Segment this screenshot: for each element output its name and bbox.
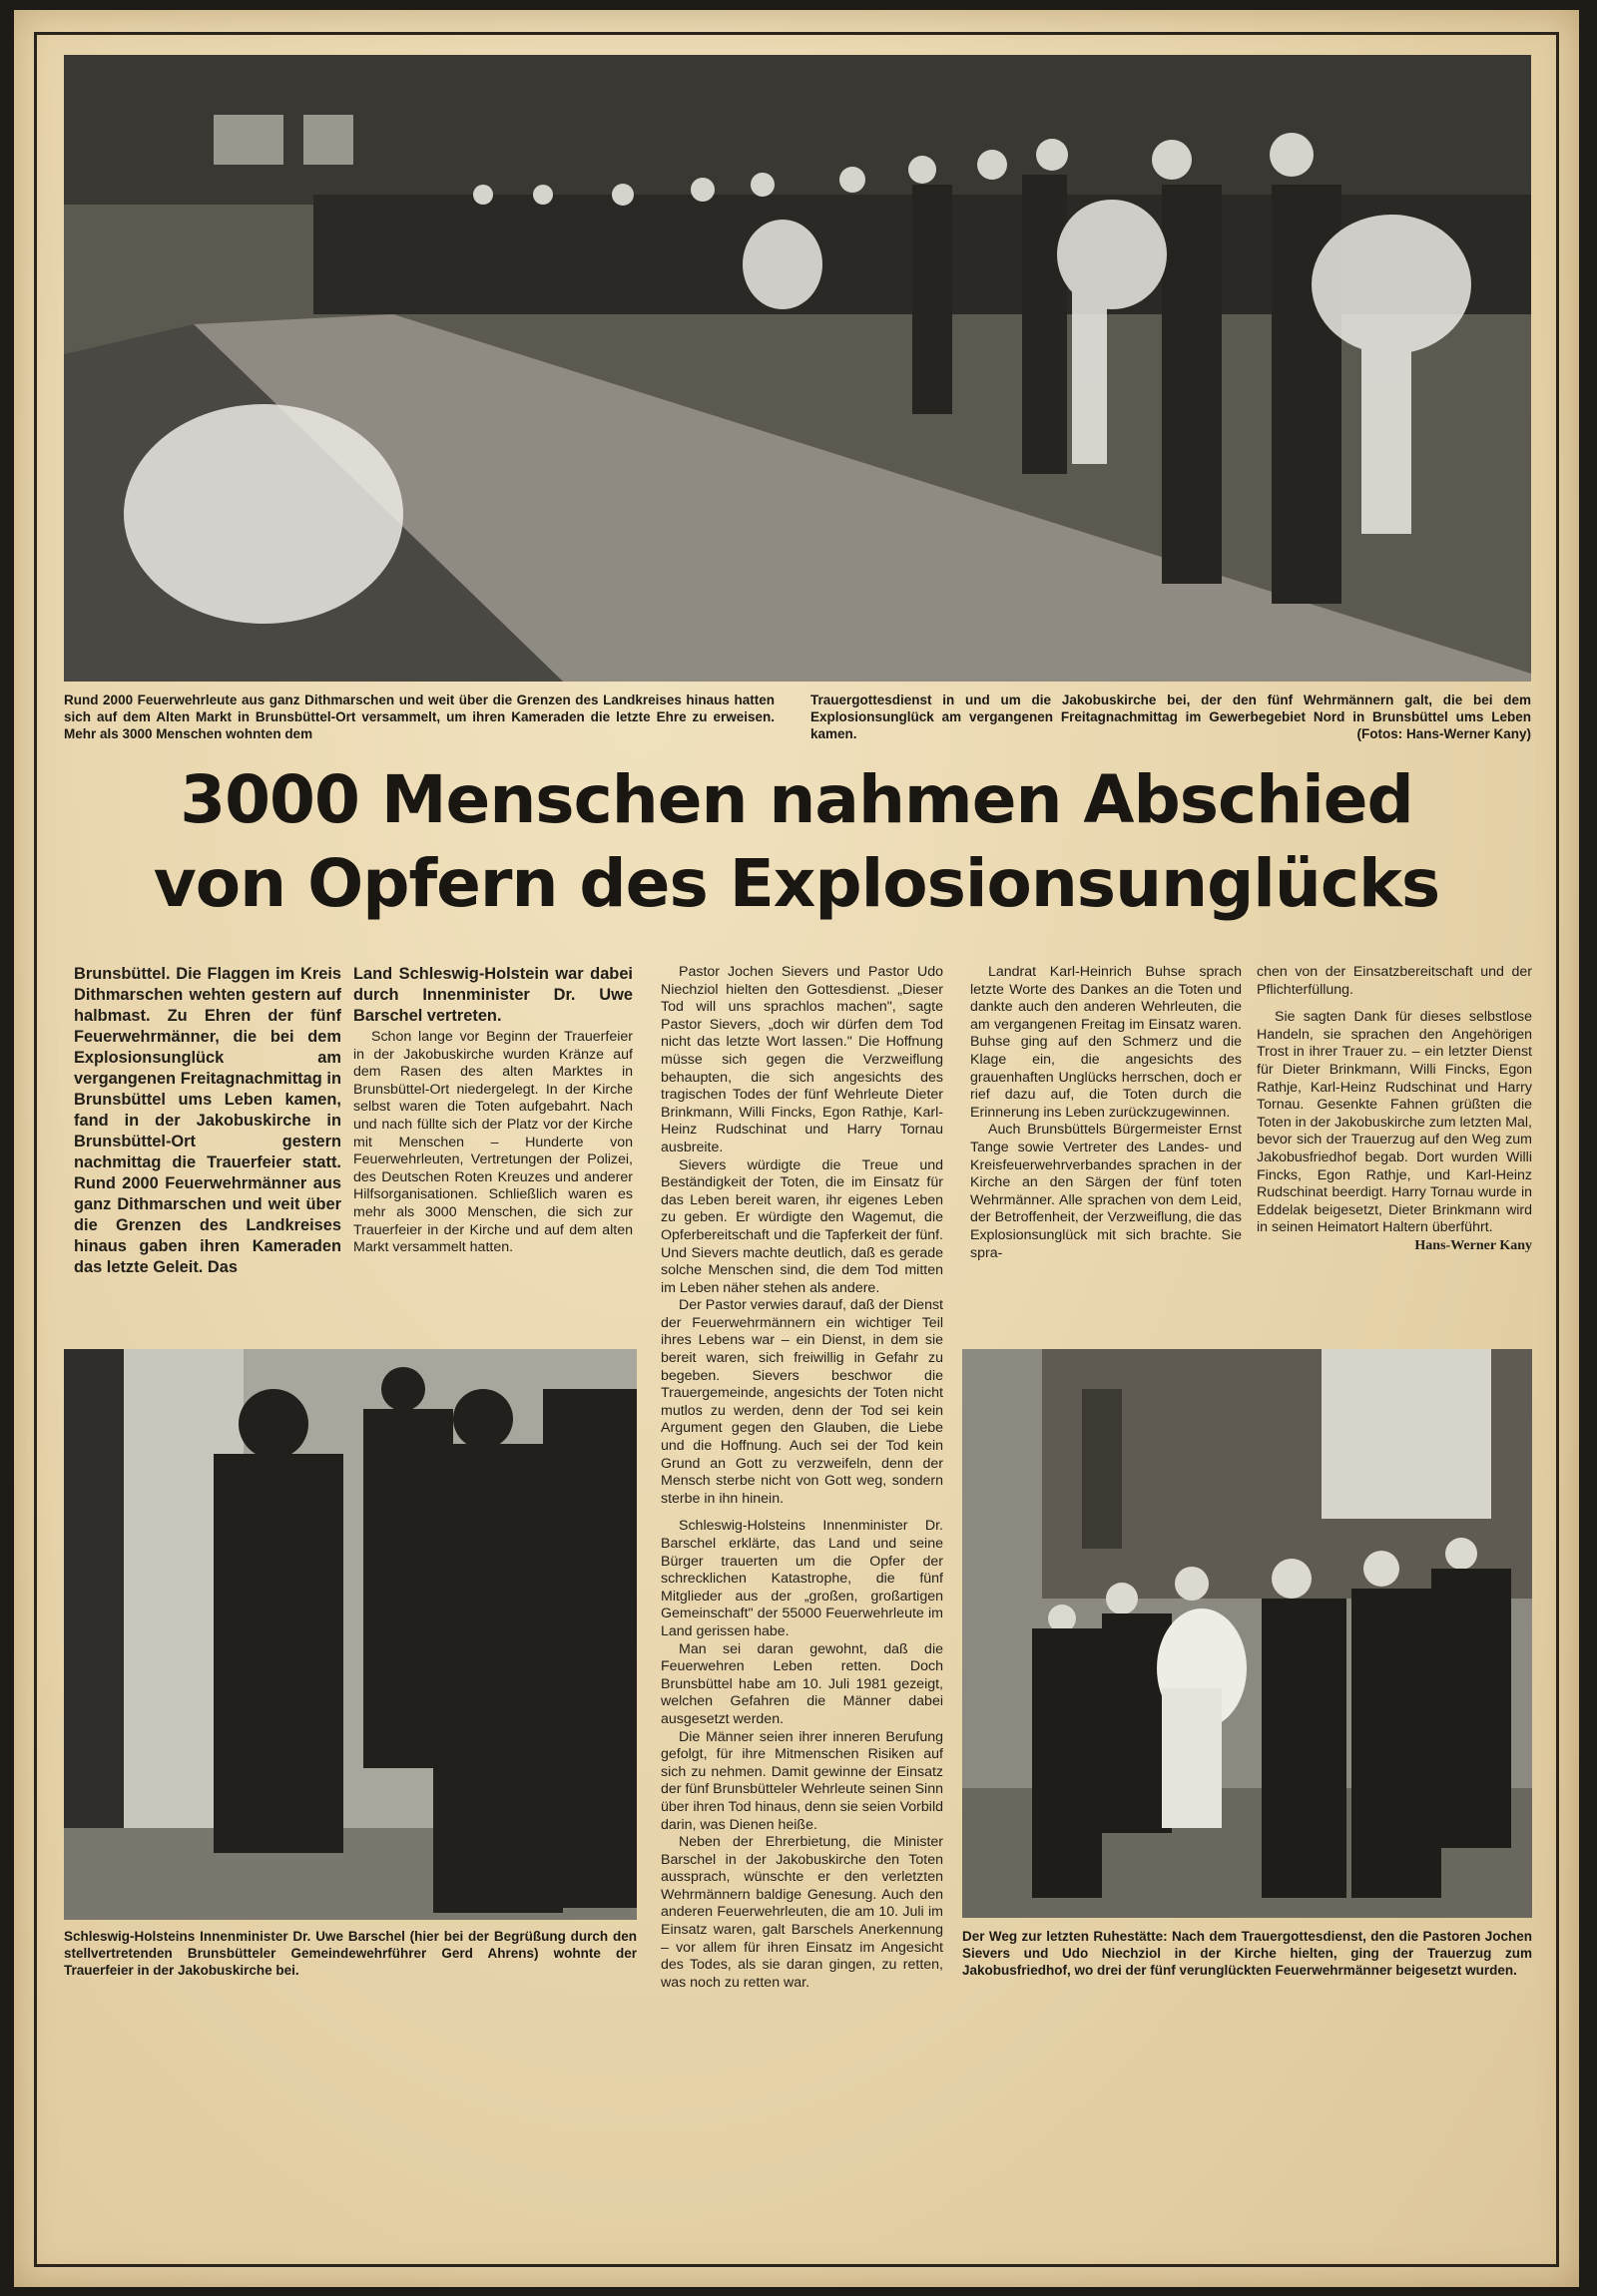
newspaper-page: [14, 10, 1579, 2287]
article-column-2: [353, 964, 633, 1257]
article-column-4: [970, 964, 1242, 1262]
article-paragraph: Auch Brunsbüttels Bürgermeister Ernst Tange sowie Vertreter des Landes- und Kreisfeuerwehrverbandes sprachen in der Kirche an den Särgen der fünf toten Wehrmänner. Alle sprachen von dem Leid, der Betroffenheit, der Verzweiflung, die das Explosionsunglück mit sich brachte. Sie spra-: [970, 1122, 1242, 1261]
headline-line-1: 3000 Menschen nahmen Abschied: [180, 761, 1413, 838]
bottom-rule: [34, 2264, 1559, 2267]
article-column-1: [74, 964, 341, 1278]
top-photo-caption-right: Trauergottesdienst in und um die Jakobuskirche bei, der den fünf Wehrmännern galt, die bei dem Explosionsunglück am vergangenen Freitagnachmittag im Gewerbegebiet Nord in Brunsbüttel ums Leben kamen.: [810, 692, 1531, 741]
right-rule: [1556, 32, 1559, 2267]
photo-credit: (Fotos: Hans-Werner Kany): [1356, 726, 1531, 741]
article-paragraph: Die Männer seien ihrer inneren Berufung gefolgt, für ihre Mitmenschen Risiken auf sich zu nehmen. Damit gewinne der Einsatz der fünf Brunsbütteler Wehrleute seinen Sinn über ihren Tod hinaus, denn sie seien Vorbild darin, was Dienen heiße.: [661, 1728, 943, 1833]
article-paragraph: Schleswig-Holsteins Innenminister Dr. Barschel erklärte, das Land und seine Bürger trauerten um die Opfer der schrecklichen Katastrophe, die fünf Mitglieder aus der „großen, großartigen Gemeinschaft" der 55000 Feuerwehrleute im Land gerissen habe.: [661, 1518, 943, 1639]
article-paragraph: chen von der Einsatzbereitschaft und der Pflichterfüllung.: [1257, 964, 1532, 998]
top-photo-caption-right-block: [810, 691, 1531, 742]
right-photo-caption: Der Weg zur letzten Ruhestätte: Nach dem Trauergottesdienst, den die Pastoren Jochen Sievers und Udo Niechziol in der Kirche hielten, ging der Trauerzug zum Jakobusfriedhof, wo drei der fünf verunglückten Feuerwehrmänner beigesetzt wurden.: [962, 1929, 1532, 1978]
article-paragraph: Landrat Karl-Heinrich Buhse sprach letzte Worte des Dankes an die Toten und dankte auch den anderen Wehrleuten, die am vergangenen Freitag im Einsatz waren. Buhse ging auf den Schmerz und die Klage ein, die angesichts des grauenhaften Unglücks herrschen, doch er rief dazu auf, die Toten durch die Erinnerung ins Leben zurückzugewinnen.: [970, 964, 1242, 1121]
headline-line-2: von Opfern des Explosionsunglücks: [153, 845, 1440, 922]
article-col2-lead: Land Schleswig-Holstein war dabei durch Innenminister Dr. Uwe Barschel vertreten.: [353, 965, 633, 1025]
top-rule: [34, 32, 1559, 35]
article-lead-paragraph: Brunsbüttel. Die Flaggen im Kreis Dithmarschen wehten gestern auf halbmast. Zu Ehren der fünf Feuerwehrmänner, die bei dem Explosionsunglück am vergangenen Freitagnachmittag in Brunsbüttel ums Leben kamen, fand in der Jakobuskirche in Brunsbüttel-Ort gestern nachmittag die Trauerfeier statt. Rund 2000 Feuerwehrmänner aus ganz Dithmarschen und weit über die Grenzen des Landkreises hinaus gaben ihren Kameraden das letzte Geleit. Das: [74, 965, 341, 1276]
top-photo-caption-left: Rund 2000 Feuerwehrleute aus ganz Dithmarschen und weit über die Grenzen des Landkreises hinaus hatten sich auf dem Alten Markt in Brunsbüttel-Ort versammelt, um ihren Kameraden die letzte Ehre zu erweisen. Mehr als 3000 Menschen wohnten dem: [64, 692, 775, 741]
article-paragraph: Pastor Jochen Sievers und Pastor Udo Niechziol hielten den Gottesdienst. „Dieser Tod will uns sprachlos machen", sagte Pastor Sievers, „doch wir dürfen dem Tod nicht das letzte Wort lassen." Die Hoffnung müsse sich gegen die Verzweiflung behaupten, die sich angesichts des tragischen Todes der fünf Wehrleute Dieter Brinkmann, Willi Fincks, Egon Rathje, Karl-Heinz Rudschinat und Harry Tornau ausbreite.: [661, 964, 943, 1155]
article-paragraph: Man sei daran gewohnt, daß die Feuerwehren Leben retten. Doch Brunsbüttel habe am 10. Juli 1981 gezeigt, welchen Gefahren die Männer dabei ausgesetzt werden.: [661, 1640, 943, 1727]
article-paragraph: Neben der Ehrerbietung, die Minister Barschel in der Jakobuskirche den Toten aussprach, wünschte er den verletzten Wehrmännern baldige Genesung. Auch den anderen Feuerwehrleuten, die am 10. Juli im Einsatz waren, galt Barschels Anerkennung – vor allem für ihren Einsatz im Angesicht des Todes, als sie daran gingen, zu retten, was noch zu retten war.: [661, 1834, 943, 1991]
article-paragraph: Der Pastor verwies darauf, daß der Dienst der Feuerwehrmännern ein wichtiger Teil ihres Lebens war – ein Dienst, in dem sie bereit waren, sich freiwillig in Gefahr zu begeben. Sievers beschwor die Trauergemeinde, angesichts der Toten nicht mutlos zu werden, denn der Tod sei kein Argument gegen den Glauben, die Liebe und die Hoffnung. Auch sei der Tod kein Grund an Gott zu verzweifeln, denn der Mensch sterbe nicht von Gott weg, sondern sterbe in ihn hinein.: [661, 1297, 943, 1507]
article-paragraph: Sie sagten Dank für dieses selbstlose Handeln, sie sprachen den Angehörigen Trost in ihrer Trauer zu. – ein letzter Dienst für Dieter Brinkmann, Willi Fincks, Egon Rathje, Karl-Heinz Rudschinat und Harry Tornau. Gesenkte Fahnen grüßten die Toten in der Jakobuskirche zum letzten Mal, bevor sich der Trauerzug auf den Weg zum Jakobusfriedhof begab. Dort wurden Willi Fincks, Egon Rathje, und Karl-Heinz Rudschinat beerdigt. Harry Tornau wurde in Eddelak beigesetzt, Dieter Brinkmann wird in seinen Heimatort Haltern überführt.: [1257, 1009, 1532, 1236]
left-photo-minister-greeting: [64, 1349, 637, 1920]
author-byline: Hans-Werner Kany: [1414, 1237, 1532, 1253]
left-rule: [34, 32, 37, 2267]
article-column-5: [1257, 964, 1532, 1255]
right-photo-funeral-procession: [962, 1349, 1532, 1918]
left-photo-caption: Schleswig-Holsteins Innenminister Dr. Uwe Barschel (hier bei der Begrüßung durch den stellvertretenden Brunsbütteler Gemeindewehrführer Gerd Ahrens) wohnte der Trauerfeier in der Jakobuskirche bei.: [64, 1929, 637, 1978]
article-paragraph: Schon lange vor Beginn der Trauerfeier in der Jakobuskirche wurden Kränze auf dem Rasen des alten Marktes in Brunsbüttel-Ort niedergelegt. In der Kirche selbst waren die Toten aufgebahrt. Nach und nach füllte sich der Platz vor der Kirche mit Menschen – Hunderte von Feuerwehrleuten, Vertretungen der Polizei, des Deutschen Roten Kreuzes und anderer Hilfsorganisationen. Schließlich waren es mehr als 3000 Menschen, die sich zur Trauerfeier in der Kirche und auf dem alten Markt versammelt hatten.: [353, 1029, 633, 1256]
article-column-3: [661, 964, 943, 1992]
article-paragraph: Sievers würdigte die Treue und Beständigkeit der Toten, die im Einsatz für das Leben bereit waren, ihr eigenes Leben zu geben. Er würdigte den Wagemut, die Opferbereitschaft und die Tapferkeit der fünf. Und Sievers machte deutlich, daß es gerade solche Menschen sind, die dem Tod mitten im Leben näher stehen als andere.: [661, 1156, 943, 1296]
top-photo-funeral-procession: [64, 55, 1531, 682]
